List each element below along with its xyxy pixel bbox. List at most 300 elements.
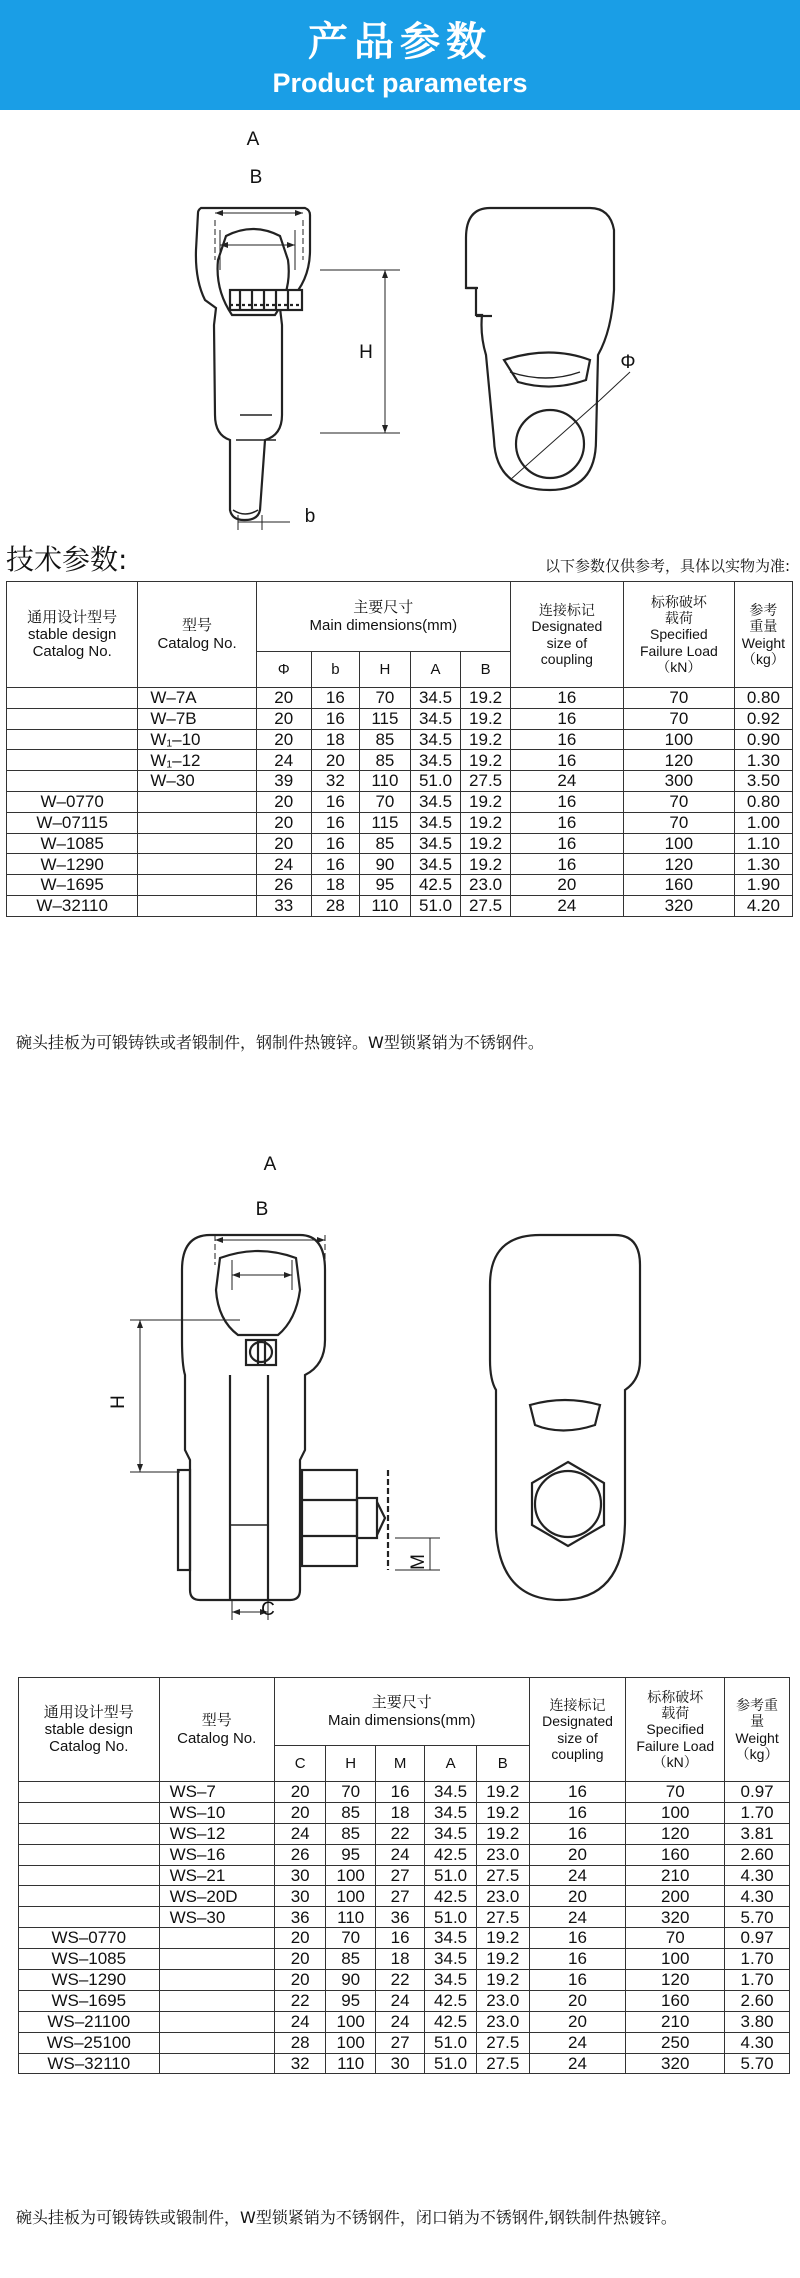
cell-bb: 27.5 (461, 771, 511, 792)
cell-a: 34.5 (410, 688, 461, 709)
cell-coupling: 24 (510, 895, 623, 916)
cell-design: WS–1085 (19, 1949, 160, 1970)
header2-main-dimensions: 主要尺寸 Main dimensions(mm) (274, 1678, 529, 1746)
cell-a: 34.5 (410, 854, 461, 875)
cell-coupling: 16 (510, 688, 623, 709)
cell-design: W–07115 (7, 812, 138, 833)
cell-model: W₁–10 (138, 729, 256, 750)
cell-phi: 20 (256, 688, 311, 709)
cell-weight: 0.80 (734, 791, 792, 812)
cell-weight: 4.30 (725, 2032, 790, 2053)
cell-a: 51.0 (410, 771, 461, 792)
cell-h: 110 (326, 1907, 375, 1928)
cell-weight: 5.70 (725, 1907, 790, 1928)
cell-weight: 2.60 (725, 1844, 790, 1865)
table-row (7, 854, 793, 875)
cell-model (159, 2011, 274, 2032)
cell-h: 70 (360, 688, 411, 709)
cell-phi: 33 (256, 895, 311, 916)
cell-weight: 3.80 (725, 2011, 790, 2032)
cell-m: 22 (375, 1970, 424, 1991)
cell-model (159, 1990, 274, 2011)
cell-h: 95 (360, 875, 411, 896)
cell-coupling: 24 (510, 771, 623, 792)
cell-m: 36 (375, 1907, 424, 1928)
cell-design: W–32110 (7, 895, 138, 916)
cell-bb: 19.2 (461, 708, 511, 729)
cell-load: 320 (626, 1907, 725, 1928)
cell-weight: 1.30 (734, 750, 792, 771)
cell-model: WS–21 (159, 1865, 274, 1886)
cell-coupling: 20 (529, 2011, 626, 2032)
header2-sub-a: A (425, 1746, 477, 1782)
cell-m: 30 (375, 2053, 424, 2074)
cell-a: 42.5 (425, 1990, 477, 2011)
cell-load: 250 (626, 2032, 725, 2053)
table-row (7, 791, 793, 812)
cell-load: 300 (623, 771, 734, 792)
cell-model: W–30 (138, 771, 256, 792)
cell-h: 85 (360, 750, 411, 771)
cell-h: 100 (326, 2032, 375, 2053)
cell-a: 34.5 (410, 833, 461, 854)
cell-b: 16 (311, 854, 359, 875)
cell-phi: 24 (256, 854, 311, 875)
cell-coupling: 16 (510, 791, 623, 812)
cell-h: 85 (326, 1949, 375, 1970)
cell-design: WS–0770 (19, 1928, 160, 1949)
cell-coupling: 16 (529, 1823, 626, 1844)
header-main-dimensions: 主要尺寸 Main dimensions(mm) (256, 582, 510, 652)
cell-load: 70 (623, 791, 734, 812)
cell-bb: 19.2 (476, 1928, 529, 1949)
cell-model (159, 1928, 274, 1949)
cell-model (138, 854, 256, 875)
cell-b: 28 (311, 895, 359, 916)
cell-model (138, 833, 256, 854)
header-sub-a: A (410, 652, 461, 688)
table-row (7, 812, 793, 833)
technical-drawing-ws (0, 1140, 800, 1640)
cell-c: 24 (274, 1823, 326, 1844)
table-row (7, 708, 793, 729)
cell-bb: 23.0 (476, 1886, 529, 1907)
cell-a: 34.5 (410, 729, 461, 750)
cell-a: 34.5 (425, 1949, 477, 1970)
cell-b: 16 (311, 812, 359, 833)
header-sub-phi: Φ (256, 652, 311, 688)
cell-model (138, 812, 256, 833)
header2-weight: 参考重 量 Weight （kg） (725, 1678, 790, 1782)
dimension-label-b-upper: B (249, 167, 263, 188)
cell-m: 24 (375, 2011, 424, 2032)
cell-load: 120 (623, 854, 734, 875)
cell-model (159, 2032, 274, 2053)
cell-coupling: 16 (510, 729, 623, 750)
cell-design (7, 729, 138, 750)
cell-m: 18 (375, 1802, 424, 1823)
cell-h: 85 (360, 833, 411, 854)
cell-model: W–7A (138, 688, 256, 709)
cell-a: 51.0 (425, 1865, 477, 1886)
table-row (19, 1782, 790, 1803)
cell-bb: 19.2 (476, 1802, 529, 1823)
cell-m: 16 (375, 1928, 424, 1949)
cell-model (138, 791, 256, 812)
cell-model (159, 1949, 274, 1970)
cell-b: 18 (311, 875, 359, 896)
cell-coupling: 24 (529, 1865, 626, 1886)
section-title: 技术参数: (6, 543, 128, 576)
header-catalog: 型号 Catalog No. (138, 582, 256, 688)
header2-sub-m: M (375, 1746, 424, 1782)
banner-title-cn: 产品参数 (308, 19, 492, 65)
cell-model: WS–30 (159, 1907, 274, 1928)
table-row (19, 1949, 790, 1970)
cell-b: 16 (311, 708, 359, 729)
cell-model: WS–7 (159, 1782, 274, 1803)
cell-a: 34.5 (425, 1782, 477, 1803)
header2-failure-load: 标称破坏 载荷 Specified Failure Load （kN） (626, 1678, 725, 1782)
cell-model (138, 875, 256, 896)
table-row (19, 1802, 790, 1823)
cell-a: 42.5 (425, 1886, 477, 1907)
cell-m: 22 (375, 1823, 424, 1844)
cell-m: 24 (375, 1990, 424, 2011)
cell-a: 34.5 (410, 812, 461, 833)
cell-weight: 1.70 (725, 1970, 790, 1991)
cell-b: 16 (311, 791, 359, 812)
cell-bb: 19.2 (476, 1949, 529, 1970)
cell-weight: 1.10 (734, 833, 792, 854)
cell-bb: 27.5 (476, 2032, 529, 2053)
cell-m: 27 (375, 1886, 424, 1907)
cell-load: 320 (626, 2053, 725, 2074)
cell-c: 30 (274, 1865, 326, 1886)
cell-coupling: 16 (510, 750, 623, 771)
cell-c: 20 (274, 1802, 326, 1823)
cell-c: 30 (274, 1886, 326, 1907)
table-row (19, 2032, 790, 2053)
cell-phi: 24 (256, 750, 311, 771)
header2-design-model: 通用设计型号 stable design Catalog No. (19, 1678, 160, 1782)
cell-bb: 27.5 (476, 1907, 529, 1928)
table-row (7, 750, 793, 771)
footnote-table-ws: 碗头挂板为可锻铸铁或锻制件，W型锁紧销为不锈钢件，闭口销为不锈钢件,钢铁制件热镀锌。 (16, 2208, 677, 2227)
cell-bb: 19.2 (476, 1970, 529, 1991)
cell-c: 20 (274, 1970, 326, 1991)
header-sub-h: H (360, 652, 411, 688)
cell-load: 120 (626, 1823, 725, 1844)
cell-load: 70 (623, 688, 734, 709)
table-row (19, 1928, 790, 1949)
cell-design (7, 688, 138, 709)
header-banner (0, 0, 800, 110)
cell-load: 70 (623, 708, 734, 729)
cell-design (19, 1844, 160, 1865)
table-row (7, 729, 793, 750)
cell-c: 36 (274, 1907, 326, 1928)
cell-model: WS–20D (159, 1886, 274, 1907)
cell-model (138, 895, 256, 916)
cell-a: 51.0 (425, 2053, 477, 2074)
cell-bb: 19.2 (476, 1782, 529, 1803)
cell-h: 85 (360, 729, 411, 750)
cell-weight: 0.92 (734, 708, 792, 729)
dimension-label-h2: H (108, 1395, 129, 1409)
cell-design (7, 771, 138, 792)
cell-a: 34.5 (425, 1802, 477, 1823)
cell-bb: 19.2 (461, 812, 511, 833)
header2-catalog: 型号 Catalog No. (159, 1678, 274, 1782)
cell-b: 16 (311, 688, 359, 709)
cell-a: 34.5 (425, 1970, 477, 1991)
cell-load: 120 (626, 1970, 725, 1991)
cell-a: 42.5 (425, 2011, 477, 2032)
cell-coupling: 16 (529, 1782, 626, 1803)
cell-c: 32 (274, 2053, 326, 2074)
cell-weight: 1.30 (734, 854, 792, 875)
table-row (19, 1844, 790, 1865)
cell-b: 32 (311, 771, 359, 792)
cell-model: WS–12 (159, 1823, 274, 1844)
cell-h: 115 (360, 708, 411, 729)
header-coupling: 连接标记 Designated size of coupling (510, 582, 623, 688)
cell-design (19, 1823, 160, 1844)
cell-h: 70 (326, 1782, 375, 1803)
cell-load: 70 (623, 812, 734, 833)
cell-weight: 0.90 (734, 729, 792, 750)
cell-phi: 26 (256, 875, 311, 896)
cell-b: 16 (311, 833, 359, 854)
cell-m: 27 (375, 2032, 424, 2053)
cell-weight: 3.50 (734, 771, 792, 792)
cell-load: 70 (626, 1782, 725, 1803)
cell-c: 20 (274, 1928, 326, 1949)
header2-sub-c: C (274, 1746, 326, 1782)
table-row (19, 1907, 790, 1928)
cell-weight: 0.97 (725, 1782, 790, 1803)
cell-load: 320 (623, 895, 734, 916)
cell-h: 95 (326, 1990, 375, 2011)
cell-model: W₁–12 (138, 750, 256, 771)
cell-a: 51.0 (425, 2032, 477, 2053)
cell-weight: 4.30 (725, 1865, 790, 1886)
cell-design: W–1290 (7, 854, 138, 875)
cell-coupling: 20 (529, 1844, 626, 1865)
cell-bb: 19.2 (461, 688, 511, 709)
cell-a: 34.5 (425, 1823, 477, 1844)
cell-design: W–1695 (7, 875, 138, 896)
cell-phi: 20 (256, 791, 311, 812)
table-row (19, 2053, 790, 2074)
cell-h: 110 (326, 2053, 375, 2074)
cell-m: 27 (375, 1865, 424, 1886)
cell-coupling: 16 (510, 854, 623, 875)
cell-coupling: 16 (529, 1802, 626, 1823)
cell-model (159, 1970, 274, 1991)
cell-h: 100 (326, 1865, 375, 1886)
cell-h: 110 (360, 771, 411, 792)
cell-a: 34.5 (410, 708, 461, 729)
table-row (7, 895, 793, 916)
table-row (7, 688, 793, 709)
cell-design (7, 708, 138, 729)
cell-design (19, 1802, 160, 1823)
cell-bb: 19.2 (476, 1823, 529, 1844)
spec-table-w (6, 581, 793, 917)
cell-coupling: 16 (510, 812, 623, 833)
cell-coupling: 20 (529, 1990, 626, 2011)
cell-load: 100 (623, 833, 734, 854)
cell-c: 20 (274, 1782, 326, 1803)
cell-m: 16 (375, 1782, 424, 1803)
cell-h: 95 (326, 1844, 375, 1865)
cell-weight: 1.70 (725, 1802, 790, 1823)
cell-h: 85 (326, 1802, 375, 1823)
cell-load: 100 (623, 729, 734, 750)
cell-load: 100 (626, 1802, 725, 1823)
cell-coupling: 16 (529, 1949, 626, 1970)
technical-drawing-w (0, 110, 800, 535)
cell-design: WS–32110 (19, 2053, 160, 2074)
cell-design: WS–1290 (19, 1970, 160, 1991)
cell-m: 24 (375, 1844, 424, 1865)
cell-weight: 1.90 (734, 875, 792, 896)
cell-design (7, 750, 138, 771)
cell-load: 210 (626, 2011, 725, 2032)
cell-a: 51.0 (410, 895, 461, 916)
cell-phi: 39 (256, 771, 311, 792)
cell-weight: 2.60 (725, 1990, 790, 2011)
cell-bb: 19.2 (461, 833, 511, 854)
cell-bb: 19.2 (461, 729, 511, 750)
cell-c: 22 (274, 1990, 326, 2011)
cell-coupling: 16 (529, 1970, 626, 1991)
table-row (19, 1990, 790, 2011)
dimension-label-phi: Φ (620, 352, 636, 373)
cell-load: 120 (623, 750, 734, 771)
header-sub-bb: B (461, 652, 511, 688)
footnote-table-w: 碗头挂板为可锻铸铁或者锻制件，钢制件热镀锌。W型锁紧销为不锈钢件。 (16, 1033, 544, 1052)
cell-c: 26 (274, 1844, 326, 1865)
cell-design (19, 1782, 160, 1803)
cell-bb: 19.2 (461, 791, 511, 812)
cell-a: 34.5 (425, 1928, 477, 1949)
cell-design: WS–25100 (19, 2032, 160, 2053)
header2-coupling: 连接标记 Designated size of coupling (529, 1678, 626, 1782)
banner-title-en: Product parameters (272, 68, 528, 98)
cell-weight: 4.20 (734, 895, 792, 916)
cell-coupling: 16 (510, 833, 623, 854)
cell-m: 18 (375, 1949, 424, 1970)
cell-load: 160 (623, 875, 734, 896)
cell-coupling: 16 (510, 708, 623, 729)
cell-a: 42.5 (410, 875, 461, 896)
cell-bb: 27.5 (476, 1865, 529, 1886)
cell-design: W–1085 (7, 833, 138, 854)
cell-h: 90 (360, 854, 411, 875)
cell-h: 110 (360, 895, 411, 916)
dimension-label-h: H (359, 342, 373, 363)
table-row (7, 771, 793, 792)
cell-b: 20 (311, 750, 359, 771)
cell-phi: 20 (256, 729, 311, 750)
cell-model (159, 2053, 274, 2074)
cell-design: W–0770 (7, 791, 138, 812)
dimension-label-b2: B (255, 1199, 269, 1220)
header2-sub-bb: B (476, 1746, 529, 1782)
cell-phi: 20 (256, 708, 311, 729)
cell-design: WS–21100 (19, 2011, 160, 2032)
cell-h: 100 (326, 1886, 375, 1907)
cell-load: 160 (626, 1844, 725, 1865)
reference-note: 以下参数仅供参考，具体以实物为准: (544, 557, 790, 575)
header-weight: 参考 重量 Weight （kg） (734, 582, 792, 688)
cell-design (19, 1907, 160, 1928)
cell-bb: 23.0 (461, 875, 511, 896)
cell-c: 24 (274, 2011, 326, 2032)
cell-h: 100 (326, 2011, 375, 2032)
cell-load: 200 (626, 1886, 725, 1907)
header-design-model: 通用设计型号 stable design Catalog No. (7, 582, 138, 688)
table-row (7, 833, 793, 854)
cell-h: 85 (326, 1823, 375, 1844)
table-row (19, 2011, 790, 2032)
cell-weight: 4.30 (725, 1886, 790, 1907)
cell-bb: 19.2 (461, 854, 511, 875)
table-row (19, 1886, 790, 1907)
cell-weight: 1.70 (725, 1949, 790, 1970)
dimension-label-c: C (261, 1599, 275, 1620)
cell-h: 70 (326, 1928, 375, 1949)
cell-b: 18 (311, 729, 359, 750)
cell-phi: 20 (256, 833, 311, 854)
header2-sub-h: H (326, 1746, 375, 1782)
cell-a: 34.5 (410, 750, 461, 771)
table-row (19, 1823, 790, 1844)
cell-design (19, 1865, 160, 1886)
cell-a: 51.0 (425, 1907, 477, 1928)
header-failure-load: 标称破坏 载荷 Specified Failure Load （kN） (623, 582, 734, 688)
cell-a: 34.5 (410, 791, 461, 812)
cell-load: 160 (626, 1990, 725, 2011)
cell-model: WS–10 (159, 1802, 274, 1823)
spec-table-ws (18, 1677, 790, 2074)
table-row (19, 1970, 790, 1991)
cell-c: 28 (274, 2032, 326, 2053)
cell-bb: 23.0 (476, 2011, 529, 2032)
cell-load: 70 (626, 1928, 725, 1949)
cell-weight: 3.81 (725, 1823, 790, 1844)
dimension-label-a2: A (263, 1154, 277, 1175)
cell-h: 90 (326, 1970, 375, 1991)
cell-bb: 23.0 (476, 1844, 529, 1865)
dimension-label-b-lower: b (304, 506, 316, 527)
cell-coupling: 20 (510, 875, 623, 896)
cell-coupling: 24 (529, 1907, 626, 1928)
cell-model: WS–16 (159, 1844, 274, 1865)
cell-h: 70 (360, 791, 411, 812)
cell-coupling: 24 (529, 2053, 626, 2074)
cell-c: 20 (274, 1949, 326, 1970)
cell-weight: 1.00 (734, 812, 792, 833)
dimension-label-a: A (246, 129, 260, 150)
header-sub-b: b (311, 652, 359, 688)
table-row (7, 875, 793, 896)
cell-coupling: 24 (529, 2032, 626, 2053)
cell-model: W–7B (138, 708, 256, 729)
